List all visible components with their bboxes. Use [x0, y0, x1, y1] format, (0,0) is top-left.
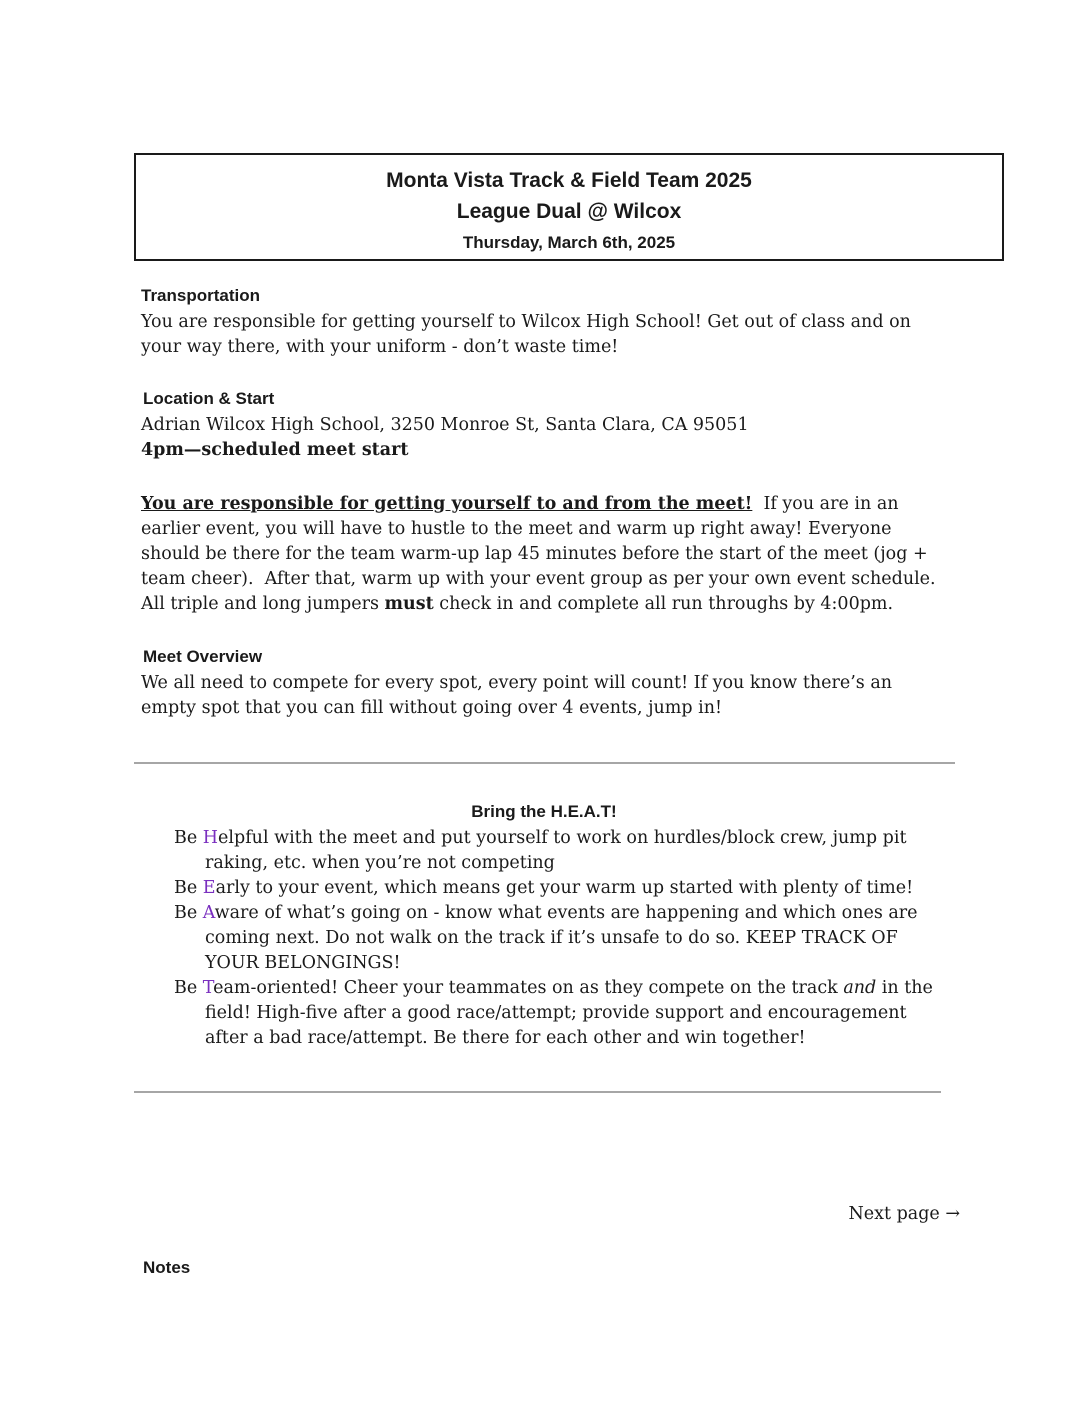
- overview-heading: Meet Overview: [143, 647, 263, 666]
- heat-item-text: arly to your event, which means get your warm up started with plenty of time!: [215, 878, 914, 898]
- heat-prefix: Be: [174, 878, 203, 898]
- location-heading: Location & Start: [143, 389, 275, 408]
- and-emphasis: and: [843, 978, 877, 998]
- responsibility-line-5-end: check in and complete all run throughs by 4:00pm.: [433, 594, 894, 614]
- overview-line-1: We all need to compete for every spot, every point will count! If you know there’s an: [141, 673, 893, 693]
- heat-letter-a: A: [202, 903, 215, 923]
- overview-text: [141, 671, 892, 721]
- transportation-line-1: You are responsible for getting yourself to Wilcox High School! Get out of class and on: [141, 312, 911, 332]
- heat-item-continuation: coming next. Do not walk on the track if it’s unsafe to do so. KEEP TRACK OF: [205, 928, 898, 948]
- meet-date: Thursday, March 6th, 2025: [462, 233, 676, 252]
- heat-item-continuation: raking, etc. when you’re not competing: [205, 853, 555, 873]
- transportation-line-2: your way there, with your uniform - don’t waste time!: [141, 337, 619, 357]
- heat-item-text: elpful with the meet and put yourself to work on hurdles/block crew, jump pit: [218, 828, 907, 848]
- heat-letter-e: E: [202, 878, 216, 898]
- heat-list: [174, 826, 933, 1051]
- divider-bottom: [134, 1091, 941, 1093]
- page-subtitle: League Dual @ Wilcox: [456, 200, 682, 223]
- heat-item-continuation: after a bad race/attempt. Be there for each other and win together!: [205, 1028, 806, 1048]
- heat-prefix: Be: [174, 828, 203, 848]
- heat-item-text: eam-oriented! Cheer your teammates on as they compete on the track: [213, 978, 844, 998]
- responsibility-line-3: should be there for the team warm-up lap 45 minutes before the start of the meet (jog +: [141, 544, 928, 564]
- transportation-heading: Transportation: [141, 286, 261, 305]
- responsibility-emphasis: You are responsible for getting yourself to and from the meet!: [141, 494, 753, 514]
- notes-heading: Notes: [143, 1258, 191, 1277]
- divider-top: [134, 762, 955, 764]
- heat-item-aware: [174, 901, 933, 976]
- responsibility-line-1-rest: If you are in an: [752, 494, 899, 514]
- next-page-link[interactable]: Next page →: [848, 1204, 960, 1224]
- heat-item-team: [174, 976, 933, 1051]
- responsibility-line-4: team cheer). After that, warm up with your event group as per your own event schedule.: [141, 569, 936, 589]
- heat-letter-t: T: [202, 978, 214, 998]
- heat-prefix: Be: [174, 903, 203, 923]
- heat-item-continuation: YOUR BELONGINGS!: [205, 953, 401, 973]
- heat-title: Bring the H.E.A.T!: [471, 802, 617, 821]
- heat-item-helpful: [174, 826, 933, 876]
- responsibility-line-2: earlier event, you will have to hustle to the meet and warm up right away! Everyone: [141, 519, 892, 539]
- page-title: Monta Vista Track & Field Team 2025: [386, 169, 752, 192]
- location-address: Adrian Wilcox High School, 3250 Monroe St, Santa Clara, CA 95051: [141, 415, 749, 435]
- transportation-text: [141, 310, 911, 360]
- location-text: [141, 413, 749, 463]
- heat-prefix: Be: [174, 978, 203, 998]
- responsibility-line-5-start: All triple and long jumpers: [141, 594, 385, 614]
- heat-item-continuation: field! High-five after a good race/attempt; provide support and encouragement: [205, 1003, 907, 1023]
- meet-start-time: 4pm—scheduled meet start: [141, 440, 409, 460]
- responsibility-paragraph: [141, 492, 936, 617]
- must-emphasis: must: [384, 594, 434, 614]
- heat-item-text-end: in the: [876, 978, 933, 998]
- overview-line-2: empty spot that you can fill without going over 4 events, jump in!: [141, 698, 723, 718]
- heat-item-early: [174, 876, 933, 901]
- heat-letter-h: H: [202, 828, 219, 848]
- heat-item-text: ware of what’s going on - know what events are happening and which ones are: [214, 903, 918, 923]
- title-box: [134, 153, 1004, 261]
